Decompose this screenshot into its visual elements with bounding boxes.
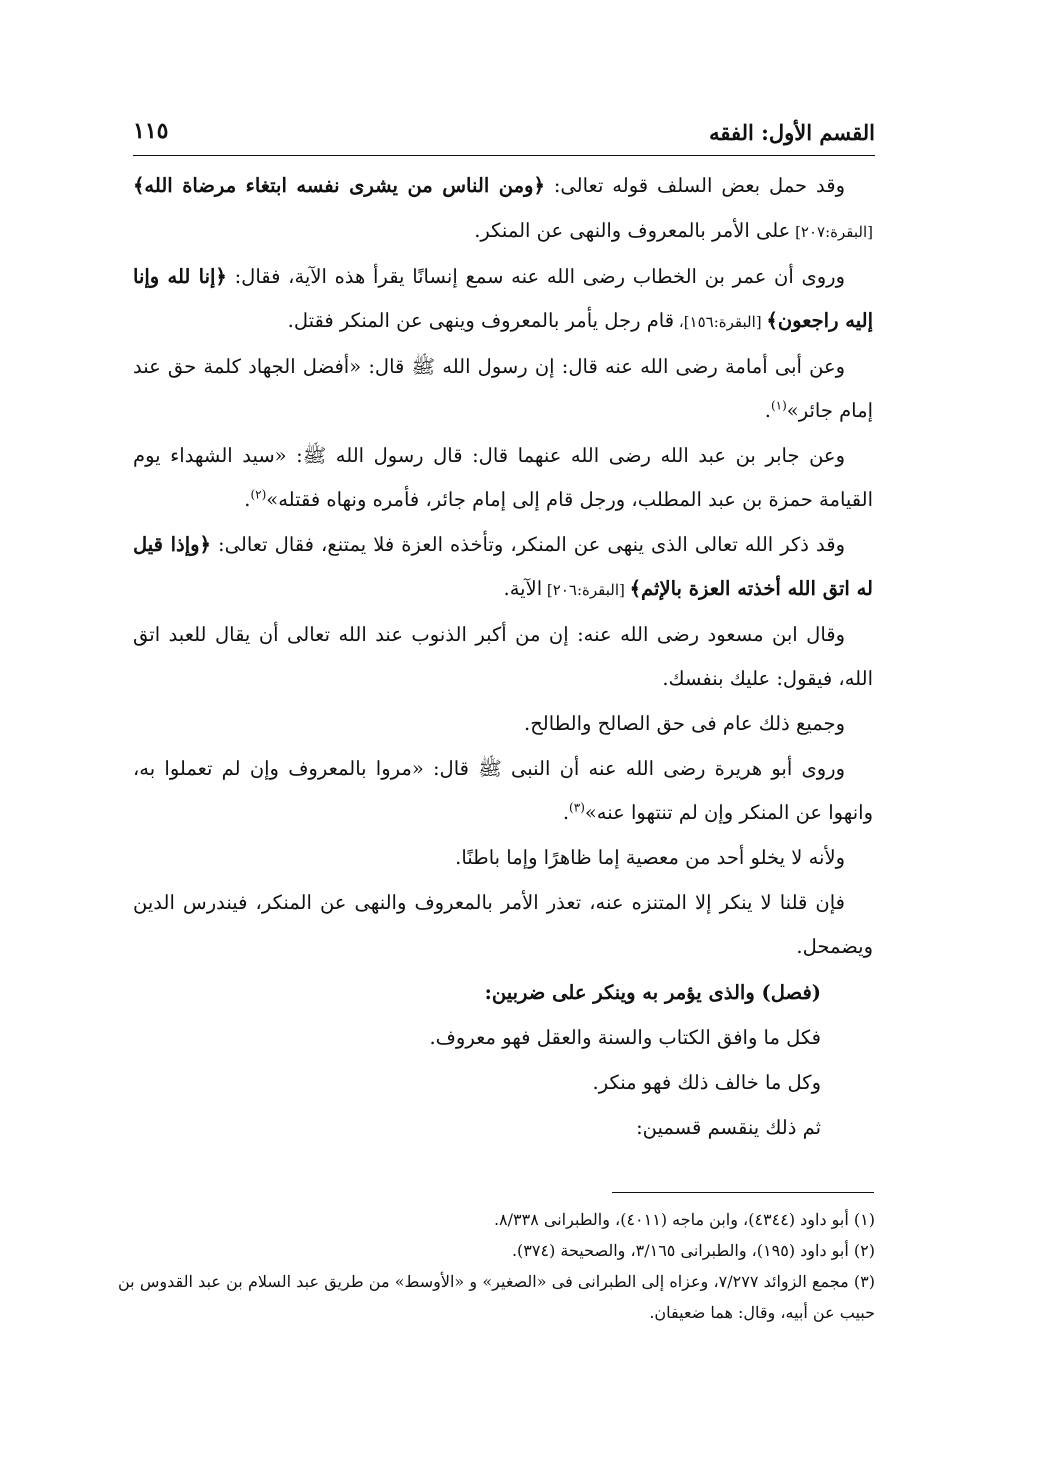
footnote-text: مجمع الزوائد ٧/٢٧٧، وعزاه إلى الطبرانى فى «الصغير» و «الأوسط» من طريق عبد السلام بن عبد القدوس بن حبيب عن أبيه، وقال: هما ضعيفان.: [118, 1272, 875, 1322]
section-line: ثم ذلك ينقسم قسمين:: [636, 1116, 821, 1139]
footnote-number: (٣): [853, 1272, 875, 1291]
running-head: القسم الأول: الفقه: [709, 120, 875, 145]
footnote-marker: (٢): [250, 487, 267, 502]
footnote-text: أبو داود (١٩٥)، والطبرانى ٣/١٦٥، والصحيحة (٣٧٤).: [511, 1241, 854, 1260]
paragraph: [133, 613, 873, 701]
paragraph-end: .: [562, 801, 570, 824]
paragraph: [133, 523, 873, 612]
footnote-text: أبو داود (٤٣٤٤)، وابن ماجه (٤٠١١)، والطبرانى ٨/٣٣٨.: [493, 1210, 854, 1229]
paragraph: [133, 345, 873, 433]
section-heading: (فصل) والذى يؤمر به وينكر على ضربين:: [484, 981, 821, 1004]
quran-quote: ﴿وإذا قيل له اتق الله أخذته العزة بالإثم﴾: [133, 533, 873, 600]
paragraph-text: وقد ذكر الله تعالى الذى ينهى عن المنكر، وتأخذه العزة فلا يمتنع، فقال تعالى:: [211, 533, 846, 556]
paragraph-text: وروى أن عمر بن الخطاب رضى الله عنه سمع إنسانًا يقرأ هذه الآية، فقال:: [226, 265, 845, 288]
paragraph-text: على الأمر بالمعروف والنهى عن المنكر.: [474, 219, 791, 242]
quran-quote: ﴿ومن الناس من يشرى نفسه ابتغاء مرضاة الله﴾: [133, 174, 545, 197]
footnote-marker: (١): [770, 398, 787, 413]
paragraph-text: وجميع ذلك عام فى حق الصالح والطالح.: [524, 712, 845, 735]
paragraph-text: وقال ابن مسعود رضى الله عنه: إن من أكبر الذنوب عند الله تعالى أن يقال للعبد اتق الله، فيقول: عليك بنفسك.: [133, 623, 873, 690]
paragraph: [133, 164, 873, 254]
paragraph: [133, 702, 873, 746]
paragraph: [133, 255, 873, 344]
paragraph-text: وقد حمل بعض السلف قوله تعالى:: [544, 174, 846, 197]
paragraph-text: ولأنه لا يخلو أحد من معصية إما ظاهرًا وإما باطنًا.: [455, 846, 845, 869]
footnote-marker: (٣): [569, 800, 585, 815]
paragraph-text: وعن أبى أمامة رضى الله عنه قال: إن رسول الله ﷺ قال: «أفضل الجهاد كلمة حق عند إمام جائر»: [133, 355, 873, 422]
paragraph-text: قام رجل يأمر بالمعروف وينهى عن المنكر فقتل.: [287, 309, 675, 332]
footnote: [118, 1235, 875, 1266]
paragraph: [133, 881, 873, 969]
header-rule: [133, 155, 875, 156]
footnote: [118, 1204, 875, 1235]
footnotes: [118, 1204, 875, 1328]
footnote: [118, 1266, 875, 1328]
main-text: [133, 164, 873, 1151]
paragraph-text: فإن قلنا لا ينكر إلا المتنزه عنه، تعذر الأمر بالمعروف والنهى عن المنكر، فيندرس الدين ويضمحل.: [133, 891, 873, 958]
paragraph: [133, 747, 873, 835]
section-line: وكل ما خالف ذلك فهو منكر.: [592, 1071, 821, 1094]
paragraph: [133, 836, 873, 880]
page-number: ١١٥: [133, 118, 169, 144]
paragraph-text: وعن جابر بن عبد الله رضى الله عنهما قال: قال رسول الله ﷺ: «سيد الشهداء يوم القيامة حمزة بن عبد المطلب، ورجل قام إلى إمام جائر، فأمره ونهاه فقتله»: [133, 444, 873, 511]
paragraph-end: .: [244, 488, 251, 511]
paragraph-text: الآية.: [503, 577, 543, 600]
paragraph: [133, 434, 873, 522]
verse-reference: [البقرة:٢٠٦]: [542, 581, 630, 599]
footnote-number: (١): [853, 1210, 875, 1229]
paragraph-text: وروى أبو هريرة رضى الله عنه أن النبى ﷺ قال: «مروا بالمعروف وإن لم تعملوا به، وانهوا عن المنكر وإن لم تنتهوا عنه»: [133, 757, 873, 824]
footnote-number: (٢): [853, 1241, 875, 1260]
footnote-separator: [612, 1192, 874, 1193]
section-line: فكل ما وافق الكتاب والسنة والعقل فهو معروف.: [429, 1026, 821, 1049]
page-header: [133, 112, 875, 154]
paragraph-end: .: [764, 399, 771, 422]
verse-reference: [البقرة:٢٠٧]: [790, 223, 873, 241]
verse-reference: [البقرة:١٥٦]،: [674, 313, 767, 331]
quran-quote: ﴿إنا لله وإنا إليه راجعون﴾: [133, 265, 873, 332]
